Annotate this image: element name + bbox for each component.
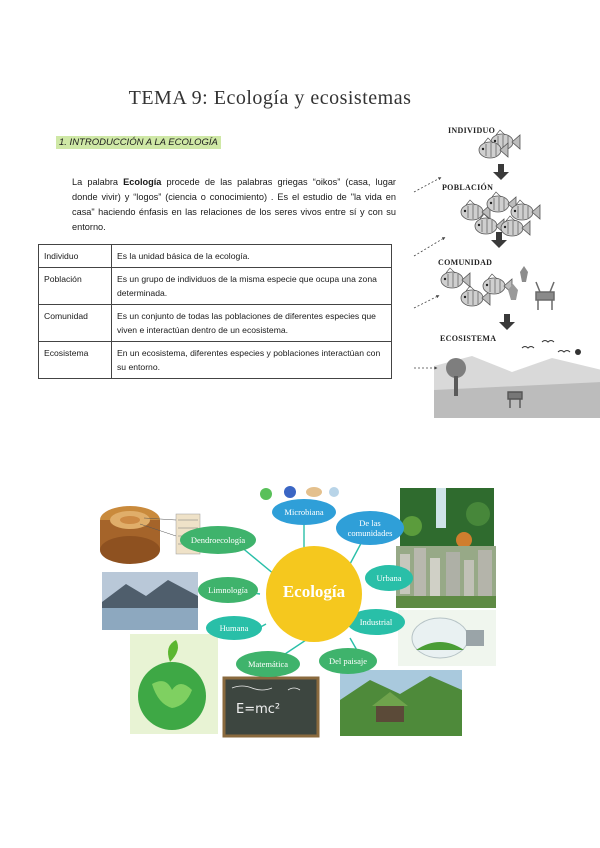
intro-paragraph: [72, 175, 396, 235]
bird-icon: [522, 347, 534, 349]
tree-icon: [446, 358, 466, 378]
node-label-urbana: Urbana: [376, 573, 402, 583]
term-cell: Comunidad: [39, 305, 112, 342]
intro-text-before: La palabra: [72, 177, 124, 188]
ecological-hierarchy-illustration: [412, 120, 600, 418]
ecology-mindmap: [100, 484, 500, 740]
node-label-dendroecologia: Dendroecología: [190, 535, 246, 545]
down-arrow-icon: [499, 322, 515, 330]
down-arrow-icon: [504, 314, 510, 322]
down-arrow-icon: [498, 164, 504, 172]
lightbulb-photo: [398, 610, 496, 666]
pointer-arrow-icon: [414, 296, 438, 308]
hierarchy-label-poblacion: POBLACIÓN: [442, 183, 494, 192]
table-row: [39, 245, 392, 268]
down-arrow-icon: [493, 172, 509, 180]
forest-waterfall-photo: [400, 488, 494, 550]
node-label-industrial: Industrial: [359, 617, 393, 627]
fish-icon: [461, 200, 490, 220]
bird-icon: [542, 341, 554, 343]
table-row: [39, 305, 392, 342]
down-arrow-icon: [491, 240, 507, 248]
bird-icon: [520, 266, 528, 282]
hierarchy-label-individuo: INDIVIDUO: [448, 126, 496, 135]
green-earth-photo: [130, 634, 218, 734]
definition-cell: Es un conjunto de todas las poblaciones de diferentes especies que viven e interactúan dentro de un ecosistema.: [112, 305, 392, 342]
node-label-comunidades: De las comunidades: [347, 518, 393, 538]
node-label-paisaje: Del paisaje: [329, 656, 367, 666]
pointer-arrow-icon: [414, 238, 444, 256]
hierarchy-drawing: [412, 120, 600, 418]
blackboard-equation: E=mc²: [236, 702, 281, 717]
bird-icon: [575, 349, 581, 355]
definition-cell: En un ecosistema, diferentes especies y poblaciones interactúan con su entorno.: [112, 342, 392, 379]
mindmap-drawing: [100, 484, 500, 740]
center-node-label: Ecología: [282, 582, 346, 601]
microbe-icon: [260, 488, 272, 500]
table-row: [39, 268, 392, 305]
microbe-icon: [284, 486, 296, 498]
fish-icon: [441, 268, 470, 288]
microbe-icon: [329, 487, 339, 497]
term-cell: Individuo: [39, 245, 112, 268]
section-heading: 1. INTRODUCCIÓN A LA ECOLOGÍA: [56, 136, 221, 149]
intro-keyword: Ecología: [123, 177, 162, 188]
fish-icon: [483, 274, 512, 294]
page-title: TEMA 9: Ecología y ecosistemas: [128, 87, 412, 110]
term-cell: Ecosistema: [39, 342, 112, 379]
lake-mountain-photo: [102, 572, 198, 630]
hierarchy-label-comunidad: COMUNIDAD: [438, 258, 493, 267]
table-row: [39, 342, 392, 379]
countryside-photo: [340, 670, 462, 736]
node-label-microbiana: Microbiana: [284, 507, 324, 517]
definition-cell: Es un grupo de individuos de la misma especie que ocupa una zona determinada.: [112, 268, 392, 305]
down-arrow-icon: [496, 232, 502, 240]
deer-icon: [536, 282, 554, 310]
pointer-arrow-icon: [414, 178, 440, 192]
node-label-humana: Humana: [219, 623, 249, 633]
bird-icon: [558, 351, 570, 353]
definition-cell: Es la unidad básica de la ecología.: [112, 245, 392, 268]
node-label-matematica: Matemática: [247, 659, 289, 669]
intro-text-after: procede de las palabras griegas “oikos” (casa, lugar donde vivir) y “logos” (ciencia o conocimiento) . Es el estudio de "la vida en casa" haciendo énfasis en las relaciones de los seres vivos entre sí y con su entorno.: [72, 177, 396, 233]
node-label-limnologia: Limnología: [208, 585, 248, 595]
hierarchy-label-ecosistema: ECOSISTEMA: [440, 334, 497, 343]
term-cell: Población: [39, 268, 112, 305]
definitions-table: [38, 244, 392, 379]
microbe-icon: [306, 487, 322, 497]
